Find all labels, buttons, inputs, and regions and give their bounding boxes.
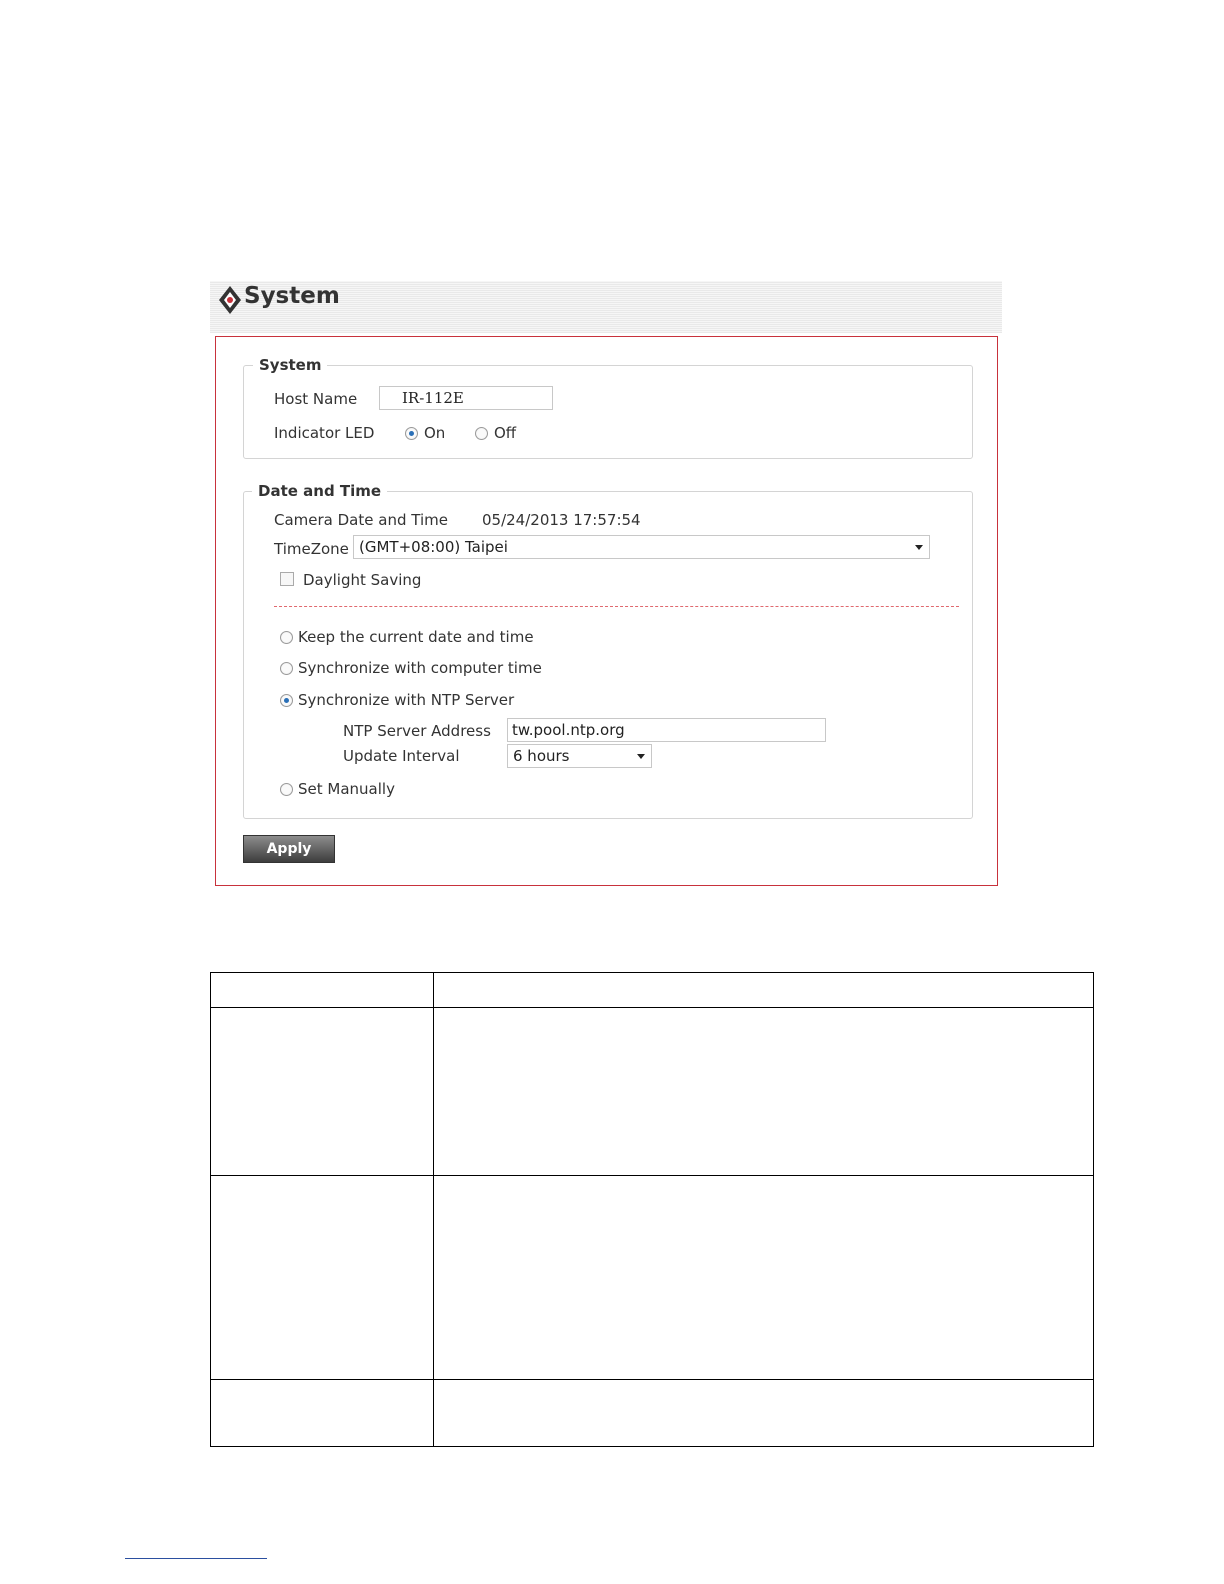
camera-datetime-label: Camera Date and Time (274, 511, 448, 529)
table-row (211, 1176, 1094, 1380)
ntp-address-label: NTP Server Address (343, 722, 491, 740)
update-interval-select[interactable] (507, 744, 652, 768)
led-on-radio[interactable] (405, 427, 418, 440)
led-off-label: Off (494, 424, 517, 442)
system-fieldset (243, 365, 973, 459)
apply-button[interactable]: Apply (243, 835, 335, 863)
table-row (211, 1380, 1094, 1447)
timezone-select[interactable] (353, 535, 930, 559)
set-manually-radio[interactable] (280, 783, 293, 796)
keep-current-label: Keep the current date and time (298, 628, 534, 646)
table-cell (434, 1008, 1094, 1176)
led-off-radio[interactable] (475, 427, 488, 440)
indicator-led-label: Indicator LED (274, 424, 375, 442)
table-cell (211, 1176, 434, 1380)
table-cell (211, 1380, 434, 1447)
daylight-saving-label: Daylight Saving (303, 571, 422, 589)
ntp-address-input[interactable]: tw.pool.ntp.org (507, 718, 826, 742)
table-cell (434, 1176, 1094, 1380)
section-divider (274, 606, 959, 607)
chevron-down-icon (637, 754, 645, 759)
timezone-label: TimeZone (274, 540, 349, 558)
system-settings-screenshot (210, 281, 1002, 889)
table-cell (211, 973, 434, 1008)
table-row (211, 1008, 1094, 1176)
sync-ntp-label: Synchronize with NTP Server (298, 691, 515, 709)
timezone-value: (GMT+08:00) Taipei (359, 538, 508, 556)
set-manually-label: Set Manually (298, 780, 395, 798)
system-logo-icon (218, 285, 242, 315)
page-title: System (244, 283, 340, 309)
host-name-input[interactable]: IR-112E (379, 386, 553, 410)
description-table (210, 972, 1094, 1447)
system-legend: System (253, 356, 327, 374)
page-header (210, 281, 1002, 333)
table-row (211, 973, 1094, 1008)
sync-computer-radio[interactable] (280, 662, 293, 675)
table-cell (434, 973, 1094, 1008)
footer-rule (125, 1558, 267, 1559)
table-cell (434, 1380, 1094, 1447)
update-interval-value: 6 hours (513, 747, 570, 765)
led-on-label: On (424, 424, 446, 442)
settings-panel (215, 336, 998, 886)
chevron-down-icon (915, 545, 923, 550)
camera-datetime-value: 05/24/2013 17:57:54 (482, 511, 641, 529)
daylight-saving-checkbox[interactable] (280, 572, 294, 586)
keep-current-radio[interactable] (280, 631, 293, 644)
table-cell (211, 1008, 434, 1176)
sync-ntp-radio[interactable] (280, 694, 293, 707)
host-name-label: Host Name (274, 390, 358, 408)
datetime-legend: Date and Time (252, 482, 387, 500)
update-interval-label: Update Interval (343, 747, 460, 765)
sync-computer-label: Synchronize with computer time (298, 659, 542, 677)
